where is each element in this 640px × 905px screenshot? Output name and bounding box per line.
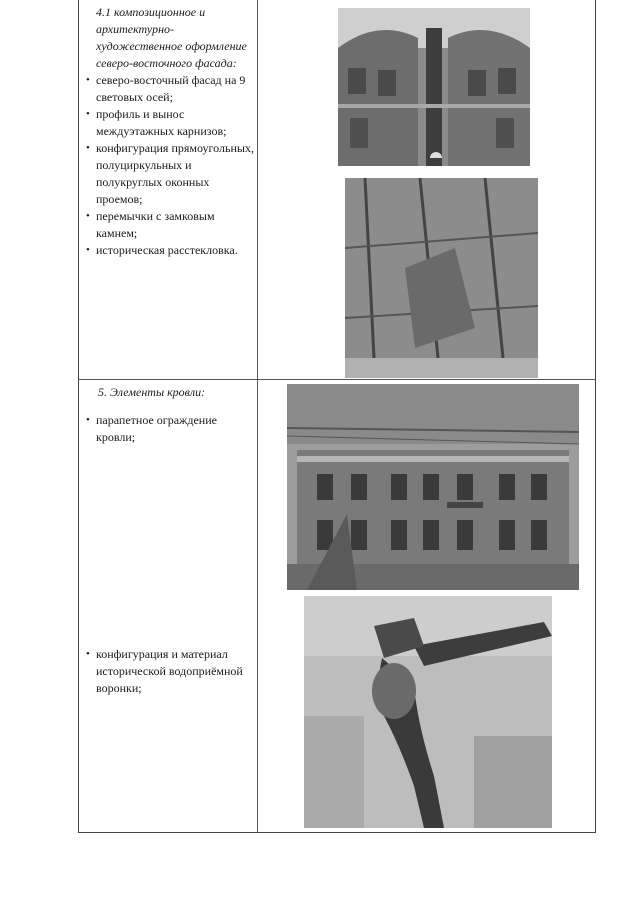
list-item: • профиль и вынос междуэтажных карнизов;: [86, 106, 254, 140]
row-divider: [78, 379, 596, 380]
roof-parapet-photo: [287, 384, 579, 590]
row-1-heading: 4.1 композиционное и архитектурно-художественное оформление северо-восточного фасада:: [96, 5, 247, 70]
row-2-item-1-cell: [86, 412, 252, 446]
list-item: • парапетное ограждение кровли;: [86, 412, 252, 446]
row-1-list: [86, 72, 254, 259]
row-2-heading: 5. Элементы кровли:: [98, 385, 206, 399]
list-item: • перемычки с замковым камнем;: [86, 208, 254, 242]
column-divider: [257, 0, 258, 833]
row-2-heading-cell: [86, 384, 252, 401]
list-item: • конфигурация и материал исторической водоприёмной воронки;: [86, 646, 252, 697]
drain-funnel-photo: [304, 596, 552, 828]
window-glazing-photo: [345, 178, 538, 378]
facade-courtyard-photo: [338, 8, 530, 166]
row-1-text-cell: [86, 4, 254, 259]
row-2-item-2-cell: [86, 646, 252, 697]
list-item: • северо-восточный фасад на 9 световых осей;: [86, 72, 254, 106]
list-item: • историческая расстекловка.: [86, 242, 254, 259]
list-item: • конфигурация прямоугольных, полуциркульных и полукруглых оконных проемов;: [86, 140, 254, 208]
